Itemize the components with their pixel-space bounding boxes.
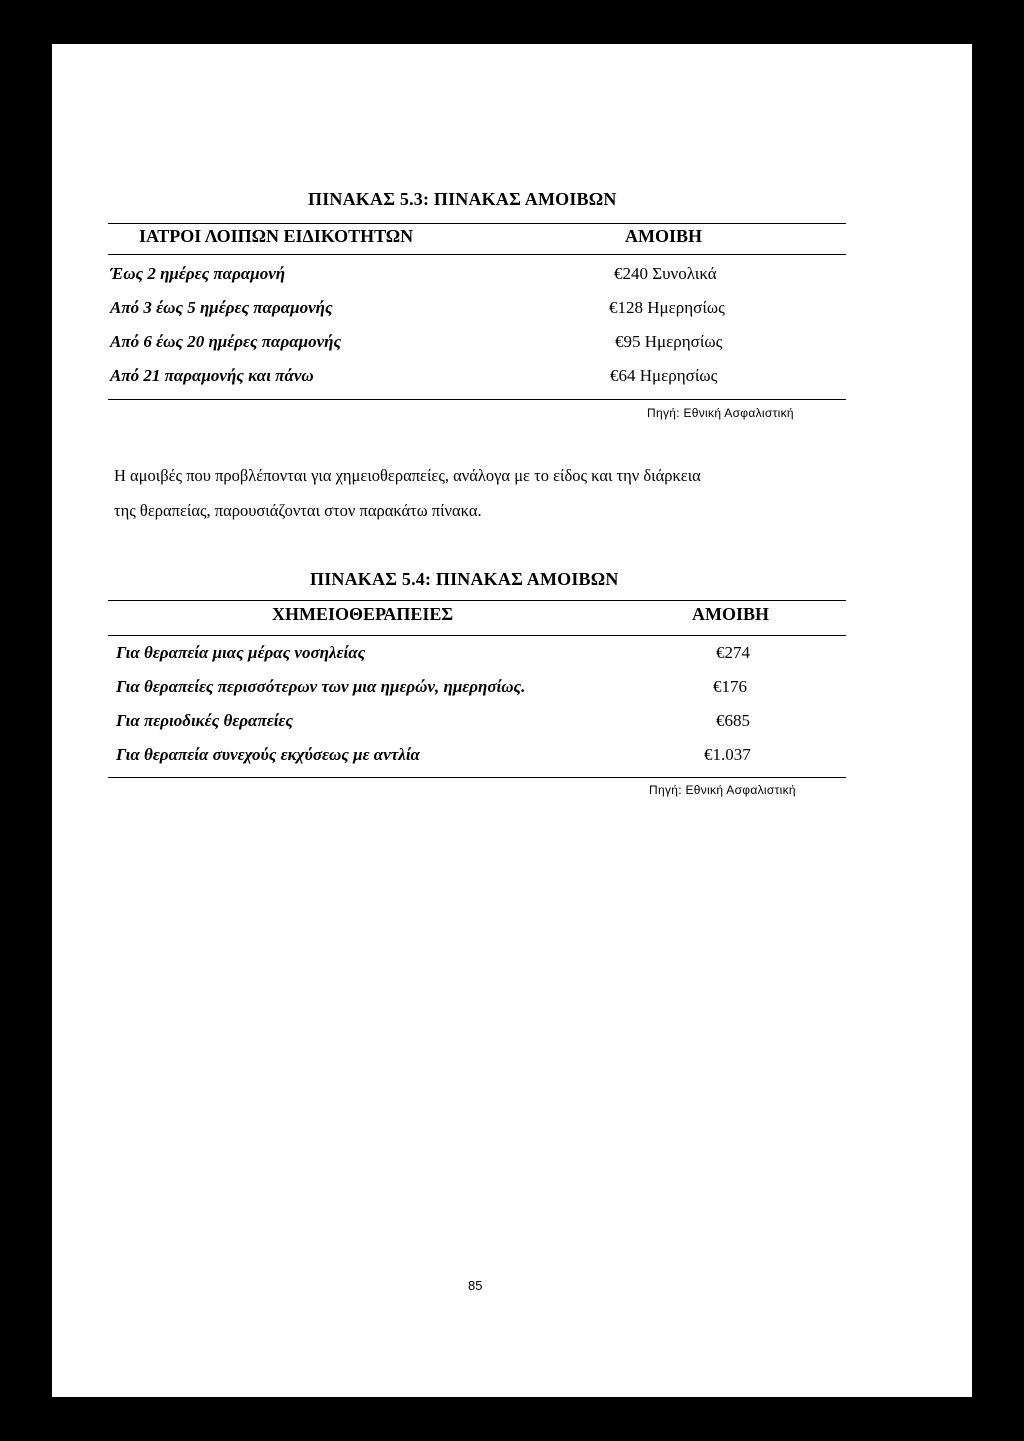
table1-row-value: €64 Ημερησίως (610, 366, 718, 385)
table2-row-value: €1.037 (704, 745, 751, 764)
table1-caption: ΠΙΝΑΚΑΣ 5.3: ΠΙΝΑΚΑΣ ΑΜΟΙΒΩΝ (308, 189, 617, 209)
table1-header-right: ΑΜΟΙΒΗ (625, 226, 703, 246)
page-number: 85 (468, 1278, 483, 1293)
table1-row-label: Από 6 έως 20 ημέρες παραμονής (110, 332, 342, 351)
document-page (52, 44, 972, 1397)
table2-header-rule (108, 635, 846, 636)
table1-top-rule (108, 223, 846, 224)
table2-header-right: ΑΜΟΙΒΗ (692, 604, 770, 624)
table2-top-rule (108, 600, 846, 601)
table2-row-label: Για θεραπείες περισσότερων των μια ημερών, ημερησίως. (116, 677, 526, 696)
table2-row-value: €176 (713, 677, 747, 696)
table2-row-label: Για θεραπεία μιας μέρας νοσηλείας (116, 643, 366, 662)
table1-row-value: €95 Ημερησίως (615, 332, 723, 351)
table2-caption: ΠΙΝΑΚΑΣ 5.4: ΠΙΝΑΚΑΣ ΑΜΟΙΒΩΝ (310, 569, 619, 589)
table1-header-rule (108, 254, 846, 255)
table1-row-label: Από 3 έως 5 ημέρες παραμονής (110, 298, 333, 317)
paragraph-line-2: της θεραπείας, παρουσιάζονται στον παρακάτω πίνακα. (114, 501, 482, 520)
table1-row-value: €128 Ημερησίως (609, 298, 725, 317)
table2-source: Πηγή: Εθνική Ασφαλιστική (649, 783, 796, 797)
table2-header-left: ΧΗΜΕΙΟΘΕΡΑΠΕΙΕΣ (272, 604, 454, 624)
table2-row-label: Για περιοδικές θεραπείες (116, 711, 293, 730)
table2-row-value: €274 (716, 643, 750, 662)
table1-row-label: Από 21 παραμονής και πάνω (110, 366, 314, 385)
table1-source: Πηγή: Εθνική Ασφαλιστική (647, 406, 794, 420)
table2-bottom-rule (108, 777, 846, 778)
table1-row-value: €240 Συνολικά (614, 264, 717, 283)
paragraph-line-1: Η αμοιβές που προβλέπονται για χημειοθεραπείες, ανάλογα με το είδος και την διάρκεια (114, 466, 701, 485)
table1-header-left: ΙΑΤΡΟΙ ΛΟΙΠΩΝ ΕΙΔΙΚΟΤΗΤΩΝ (139, 226, 414, 246)
table1-bottom-rule (108, 399, 846, 400)
table2-row-label: Για θεραπεία συνεχούς εκχύσεως με αντλία (116, 745, 420, 764)
table1-row-label: Έως 2 ημέρες παραμονή (110, 264, 286, 283)
table2-row-value: €685 (716, 711, 750, 730)
